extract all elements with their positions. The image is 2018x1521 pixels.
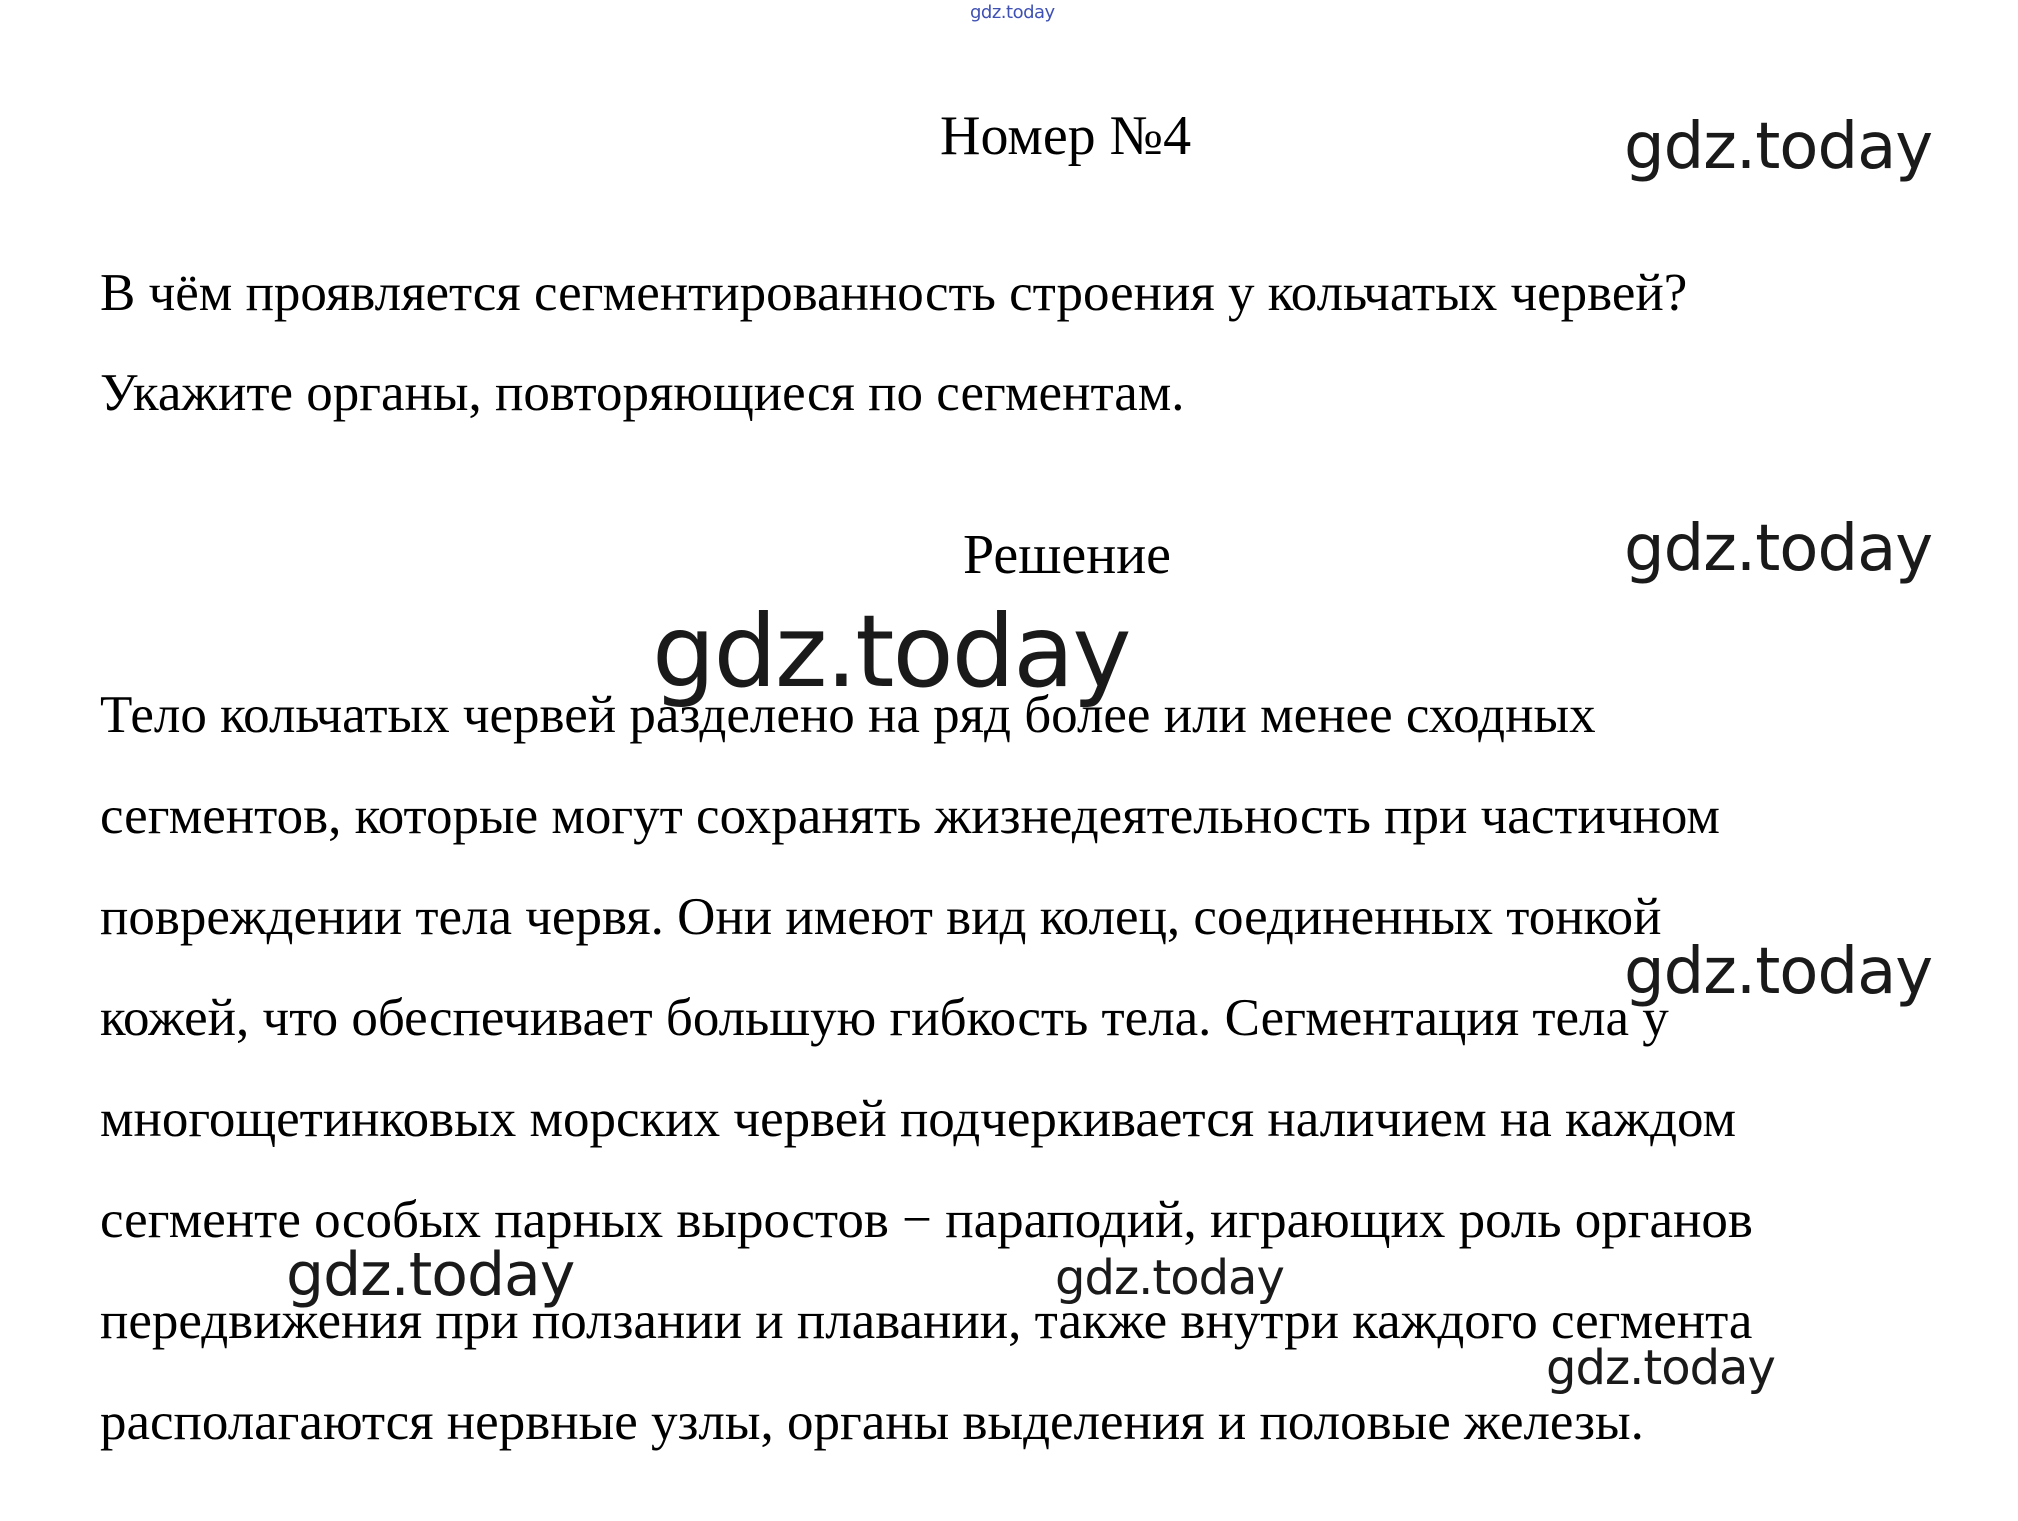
- question-text: [100, 243, 1687, 443]
- answer-line: Тело кольчатых червей разделено на ряд более или менее сходных: [100, 686, 1596, 744]
- question-line: Укажите органы, повторяющиеся по сегментам.: [100, 364, 1185, 422]
- watermark: gdz.today: [1624, 935, 1933, 1009]
- watermark: gdz.today: [1546, 1340, 1775, 1396]
- answer-text: [100, 665, 1753, 1473]
- answer-line: повреждении тела червя. Они имеют вид колец, соединенных тонкой: [100, 888, 1662, 946]
- answer-line: кожей, что обеспечивает большую гибкость тела. Сегментация тела у: [100, 989, 1669, 1047]
- solution-title: Решение: [963, 524, 1172, 586]
- answer-line: сегментов, которые могут сохранять жизнедеятельность при частичном: [100, 787, 1720, 845]
- watermark: gdz.today: [1055, 1250, 1284, 1306]
- answer-line: располагаются нервные узлы, органы выделения и половые железы.: [100, 1393, 1644, 1451]
- watermark: gdz.today: [286, 1240, 575, 1310]
- watermark: gdz.today: [652, 593, 1130, 710]
- question-line: В чём проявляется сегментированность строения у кольчатых червей?: [100, 264, 1688, 322]
- answer-line: многощетинковых морских червей подчеркивается наличием на каждом: [100, 1090, 1737, 1148]
- top-watermark: gdz.today: [970, 2, 1055, 23]
- answer-line: передвижения при ползании и плавании, также внутри каждого сегмента: [100, 1292, 1753, 1350]
- watermark: gdz.today: [1624, 110, 1933, 184]
- task-title: Номер №4: [940, 105, 1192, 167]
- watermark: gdz.today: [1624, 512, 1933, 586]
- answer-line: сегменте особых парных выростов − параподий, играющих роль органов: [100, 1191, 1753, 1249]
